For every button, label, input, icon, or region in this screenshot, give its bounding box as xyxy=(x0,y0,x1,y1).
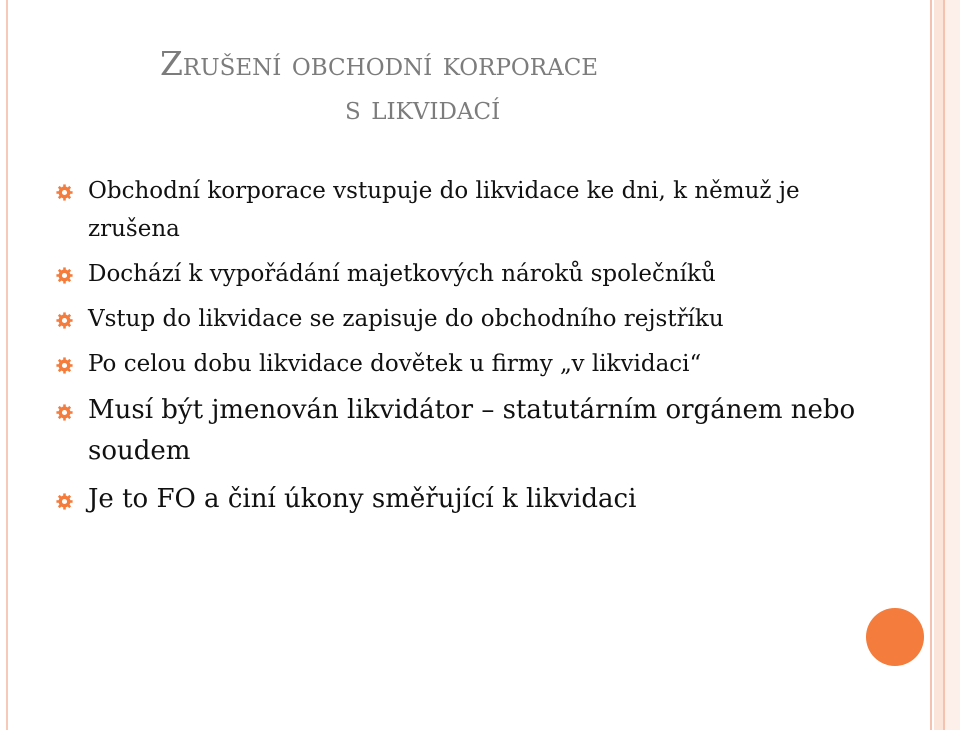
gear-icon xyxy=(56,493,73,510)
gear-icon xyxy=(56,184,73,201)
bullet-item xyxy=(56,255,856,293)
gear-icon xyxy=(56,267,73,284)
slide-title-line-1: Zrušení obchodní korporace xyxy=(160,44,599,83)
bullet-item xyxy=(56,172,856,248)
bullet-text: Po celou dobu likvidace dovětek u firmy „v likvidaci“ xyxy=(88,351,702,377)
slide-title-line-2: s likvidací xyxy=(345,88,501,127)
left-accent-line xyxy=(6,0,8,730)
bullet-item xyxy=(56,345,856,383)
gear-icon xyxy=(56,404,73,421)
bullet-item xyxy=(56,300,856,338)
bullet-text: Obchodní korporace vstupuje do likvidace ke dni, k němuž je zrušena xyxy=(88,178,800,242)
bullet-text: Musí být jmenován likvidátor – statutárním orgánem nebo soudem xyxy=(88,395,856,466)
right-accent-stripe xyxy=(945,0,960,730)
right-accent-stripe xyxy=(930,0,932,730)
gear-icon xyxy=(56,357,73,374)
bullet-item xyxy=(56,390,856,472)
decorative-circle xyxy=(866,608,924,666)
bullet-text: Je to FO a činí úkony směřující k likvidaci xyxy=(88,484,637,514)
right-accent-stripe xyxy=(934,0,943,730)
bullet-text: Vstup do likvidace se zapisuje do obchodního rejstříku xyxy=(88,306,724,332)
gear-icon xyxy=(56,312,73,329)
slide-title xyxy=(160,42,800,130)
bullet-list xyxy=(56,172,856,527)
bullet-text: Dochází k vypořádání majetkových nároků společníků xyxy=(88,261,716,287)
bullet-item xyxy=(56,479,856,520)
